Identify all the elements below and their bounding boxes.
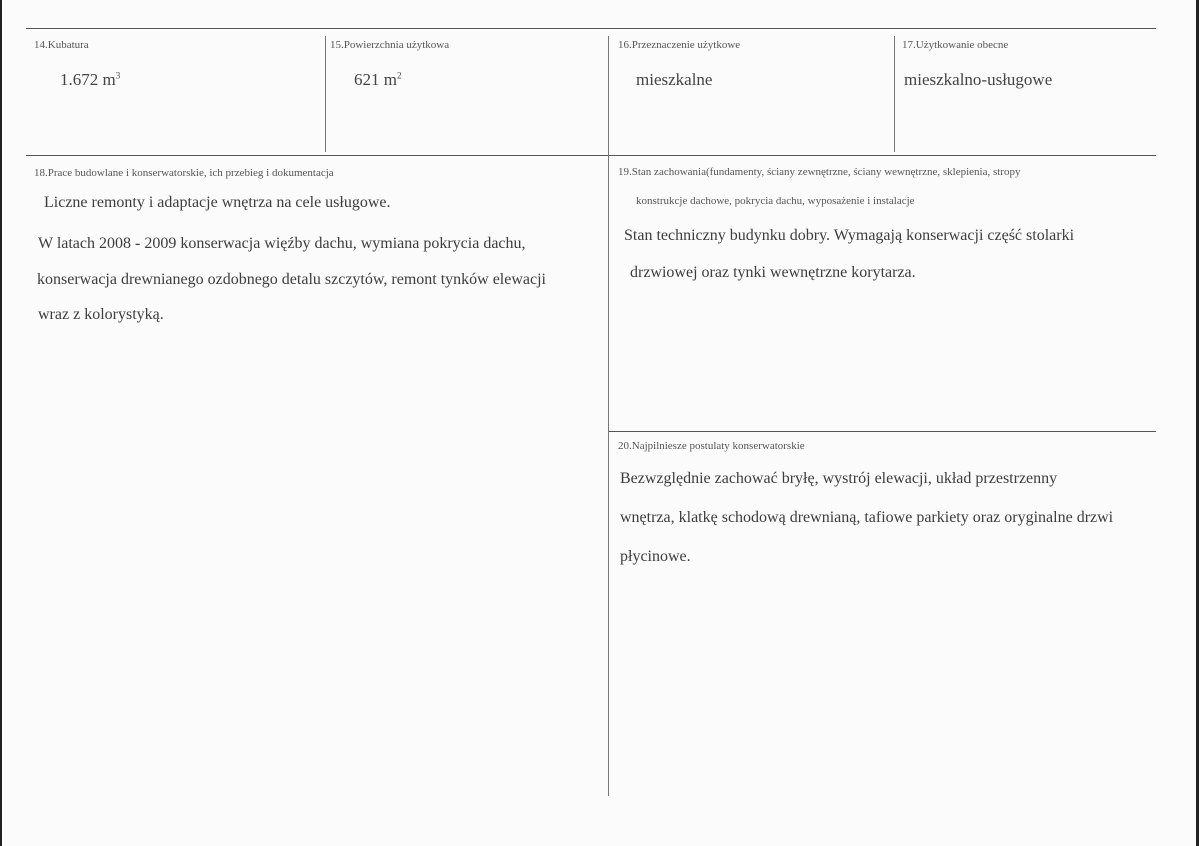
przeznaczenie-label: 16.Przeznaczenie użytkowe [618,39,741,51]
top-rule [26,28,1156,29]
row-divider [26,155,1156,156]
stan-line-2: drzwiowej oraz tynki wewnętrzne korytarza. [630,264,916,281]
powierzchnia-value: 621 $m^2$ [354,70,402,89]
powierzchnia-label: 15.Powierzchnia użytkowa [330,39,450,51]
uzytkowanie-value: mieszkalno-usługowe [904,70,1053,89]
uzytkowanie-label: 17.Użytkowanie obecne [902,39,1009,51]
postulaty-line-3: płycinowe. [620,548,691,565]
postulaty-label: 20.Najpilniesze postulaty konserwatorskie [618,440,805,452]
przeznaczenie-value: mieszkalne [636,70,713,89]
scan-left-edge [0,0,2,846]
postulaty-line-2: wnętrza, klatkę schodową drewnianą, tafiowe parkiety oraz oryginalne drzwi [620,509,1114,526]
prace-line-2: W latach 2008 - 2009 konserwacja więźby dachu, wymiana pokrycia dachu, [38,235,526,252]
kubatura-value: 1.672 $m^3$ [60,70,121,89]
postulaty-line-1: Bezwzględnie zachować bryłę, wystrój elewacji, układ przestrzenny [620,470,1058,487]
col-divider-14-15 [325,36,326,152]
prace-line-1: Liczne remonty i adaptacje wnętrza na cele usługowe. [44,194,391,211]
col-divider-15-16 [608,36,609,796]
f19-f20-divider [608,431,1156,432]
col-divider-16-17 [894,36,895,152]
prace-budowlane-label: 18.Prace budowlane i konserwatorskie, ich przebieg i dokumentacja [34,167,334,179]
prace-line-3: konserwacja drewnianego ozdobnego detalu szczytów, remont tynków elewacji [37,271,546,288]
stan-zachowania-label-cont: konstrukcje dachowe, pokrycia dachu, wyposażenie i instalacje [636,195,915,207]
kubatura-label: 14.Kubatura [34,39,89,51]
prace-line-4: wraz z kolorystyką. [38,306,164,323]
stan-line-1: Stan techniczny budynku dobry. Wymagają konserwacji część stolarki [624,227,1075,244]
stan-zachowania-label: 19.Stan zachowania(fundamenty, ściany zewnętrzne, ściany wewnętrzne, sklepienia, stropy [618,166,1021,178]
